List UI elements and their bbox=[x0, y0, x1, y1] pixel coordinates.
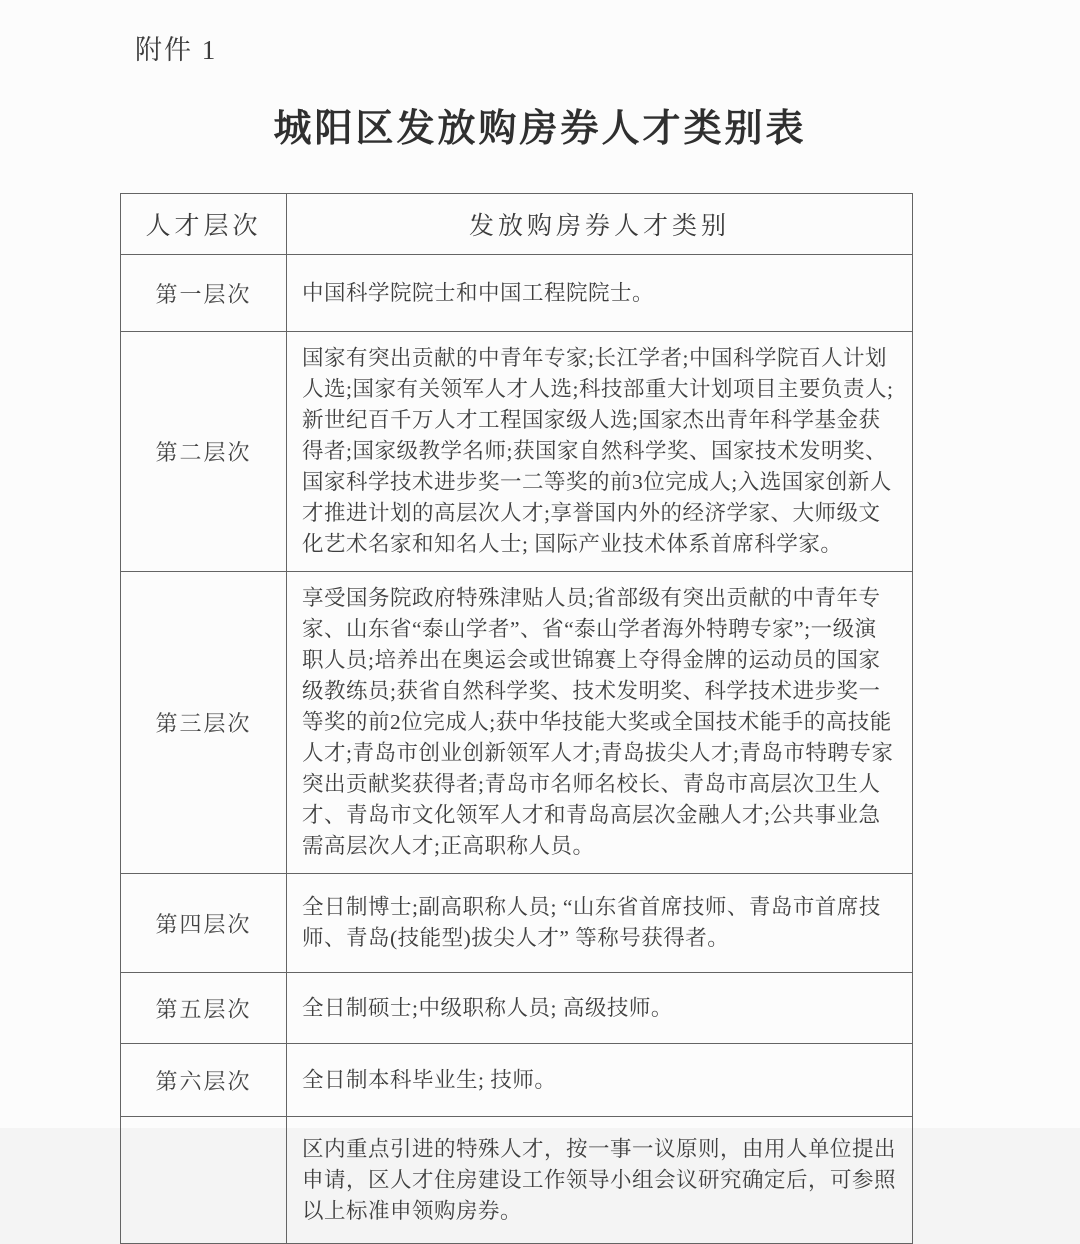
category-cell: 中国科学院院士和中国工程院院士。 bbox=[287, 255, 913, 332]
level-cell: 第六层次 bbox=[121, 1044, 287, 1117]
table-row bbox=[121, 973, 913, 1044]
table-row bbox=[121, 874, 913, 973]
level-cell: 第二层次 bbox=[121, 332, 287, 572]
level-cell: 第三层次 bbox=[121, 572, 287, 874]
category-cell: 全日制硕士;中级职称人员; 高级技师。 bbox=[287, 973, 913, 1044]
level-cell: 第四层次 bbox=[121, 874, 287, 973]
level-cell: 第一层次 bbox=[121, 255, 287, 332]
page-title: 城阳区发放购房券人才类别表 bbox=[273, 108, 807, 150]
category-cell: 全日制本科毕业生; 技师。 bbox=[287, 1044, 913, 1117]
attachment-label: 附件 1 bbox=[135, 35, 218, 65]
table-row bbox=[121, 1044, 913, 1117]
talent-category-table bbox=[120, 193, 913, 1244]
table-row bbox=[121, 572, 913, 874]
column-header-voucher-category: 发放购房券人才类别 bbox=[287, 194, 913, 255]
category-cell: 享受国务院政府特殊津贴人员;省部级有突出贡献的中青年专家、山东省“泰山学者”、省“泰山学者海外特聘专家”;一级演职人员;培养出在奥运会或世锦赛上夺得金牌的运动员的国家级教练员;获省自然科学奖、技术发明奖、科学技术进步奖一等奖的前2位完成人;获中华技能大奖或全国技术能手的高技能人才;青岛市创业创新领军人才;青岛拔尖人才;青岛市特聘专家突出贡献奖获得者;青岛市名师名校长、青岛市高层次卫生人才、青岛市文化领军人才和青岛高层次金融人才;公共事业急需高层次人才;正高职称人员。 bbox=[287, 572, 913, 874]
column-header-talent-level: 人才层次 bbox=[121, 194, 287, 255]
category-cell: 全日制博士;副高职称人员; “山东省首席技师、青岛市首席技师、青岛(技能型)拔尖人才” 等称号获得者。 bbox=[287, 874, 913, 973]
table-row bbox=[121, 1117, 913, 1244]
level-cell bbox=[121, 1117, 287, 1244]
table-header-row bbox=[121, 194, 913, 255]
category-cell: 国家有突出贡献的中青年专家;长江学者;中国科学院百人计划人选;国家有关领军人才人选;科技部重大计划项目主要负责人;新世纪百千万人才工程国家级人选;国家杰出青年科学基金获得者;国家级教学名师;获国家自然科学奖、国家技术发明奖、国家科学技术进步奖一二等奖的前3位完成人;入选国家创新人才推进计划的高层次人才;享誉国内外的经济学家、大师级文化艺术名家和知名人士; 国际产业技术体系首席科学家。 bbox=[287, 332, 913, 572]
table-row bbox=[121, 332, 913, 572]
level-cell: 第五层次 bbox=[121, 973, 287, 1044]
table-row bbox=[121, 255, 913, 332]
category-cell: 区内重点引进的特殊人才，按一事一议原则，由用人单位提出申请，区人才住房建设工作领导小组会议研究确定后，可参照以上标准申领购房券。 bbox=[287, 1117, 913, 1244]
